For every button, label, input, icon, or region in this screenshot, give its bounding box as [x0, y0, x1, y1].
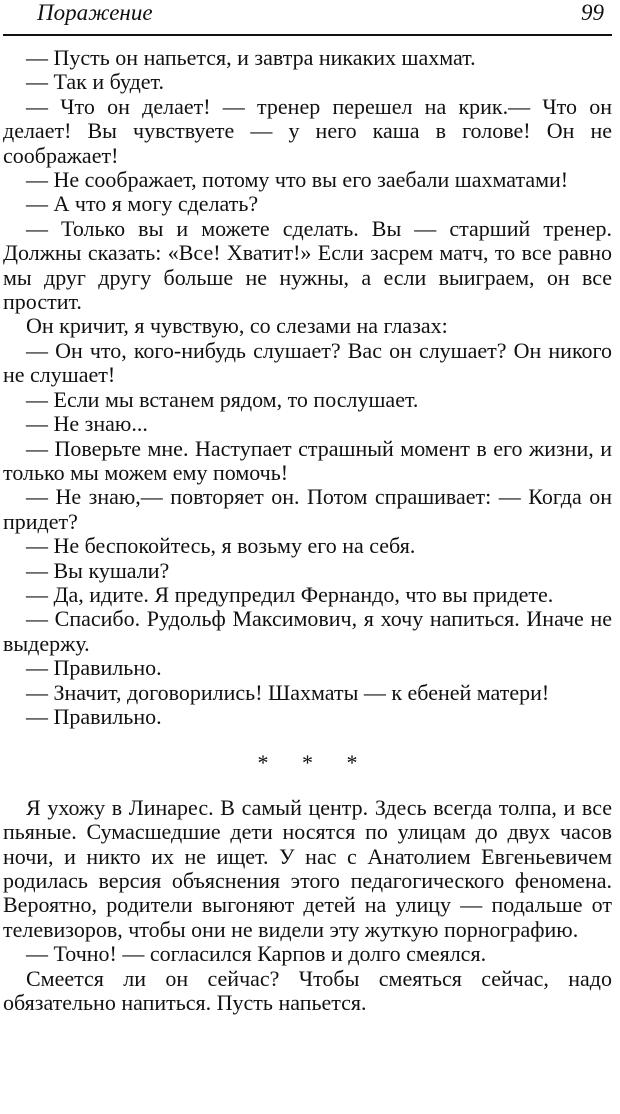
page-number: 99 [581, 0, 604, 25]
running-title: Поражение [37, 0, 153, 25]
paragraph: — Вы кушали? [26, 557, 170, 583]
paragraph: — Он что, кого-нибудь слушает? Вас он слушает? Он никого не слушает! [3, 337, 612, 388]
paragraph: — Правильно. [26, 655, 162, 681]
paragraph: Я ухожу в Линарес. В самый центр. Здесь всегда толпа, и все пьяные. Сумасшедшие дети носятся по улицам до двух часов ночи, и никто их не ищет. У нас с Анатолием Евгеньевичем родилась версия объяснения этого педагогического феномена. Вероятно, родители выгоняют детей на улицу — подальше от телевизоров, чтобы они не видели эту жуткую порнографию. [3, 794, 612, 942]
paragraph: — Поверьте мне. Наступает страшный момент в его жизни, и только мы можем ему помочь! [3, 435, 612, 485]
paragraph: — Так и будет. [26, 69, 165, 95]
paragraph: — Только вы и можете сделать. Вы — старший тренер. Должны сказать: «Все! Хватит!» Если засрем матч, то все равно мы друг другу больше не нужны, а если выиграем, он все простит. [3, 215, 612, 315]
body-text [3, 46, 612, 1015]
paragraph: — Да, идите. Я предупредил Фернандо, что вы придете. [26, 581, 554, 607]
paragraph: — Пусть он напьется, и завтра никаких шахмат. [26, 45, 476, 70]
paragraph: — Не знаю... [26, 411, 148, 437]
paragraph: — Значит, договорились! Шахматы — к ебеней матери! [26, 679, 550, 705]
paragraph: — А что я могу сделать? [26, 191, 259, 217]
paragraph: — Не знаю,— повторяет он. Потом спрашивает: — Когда он придет? [3, 484, 612, 534]
paragraph: Смеется ли он сейчас? Чтобы смеяться сейчас, надо обязательно напиться. Пусть напьется. [3, 965, 612, 1016]
paragraph: — Спасибо. Рудольф Максимович, я хочу напиться. Иначе не выдержу. [3, 606, 612, 656]
paragraph: — Не беспокойтесь, я возьму его на себя. [26, 533, 416, 559]
section-separator: * * * [257, 750, 372, 776]
paragraph: — Если мы встанем рядом, то послушает. [26, 386, 419, 412]
paragraph: — Что он делает! — тренер перешел на крик.— Что он делает! Вы чувствуете — у него каша в голове! Он не соображает! [3, 93, 612, 168]
page-header [3, 0, 612, 36]
paragraph: — Правильно. [26, 703, 162, 729]
paragraph: — Не соображает, потому что вы его заебали шахматами! [26, 167, 569, 193]
paragraph: — Точно! — согласился Карпов и долго смеялся. [26, 941, 487, 967]
paragraph: Он кричит, я чувствую, со слезами на глазах: [26, 313, 448, 339]
